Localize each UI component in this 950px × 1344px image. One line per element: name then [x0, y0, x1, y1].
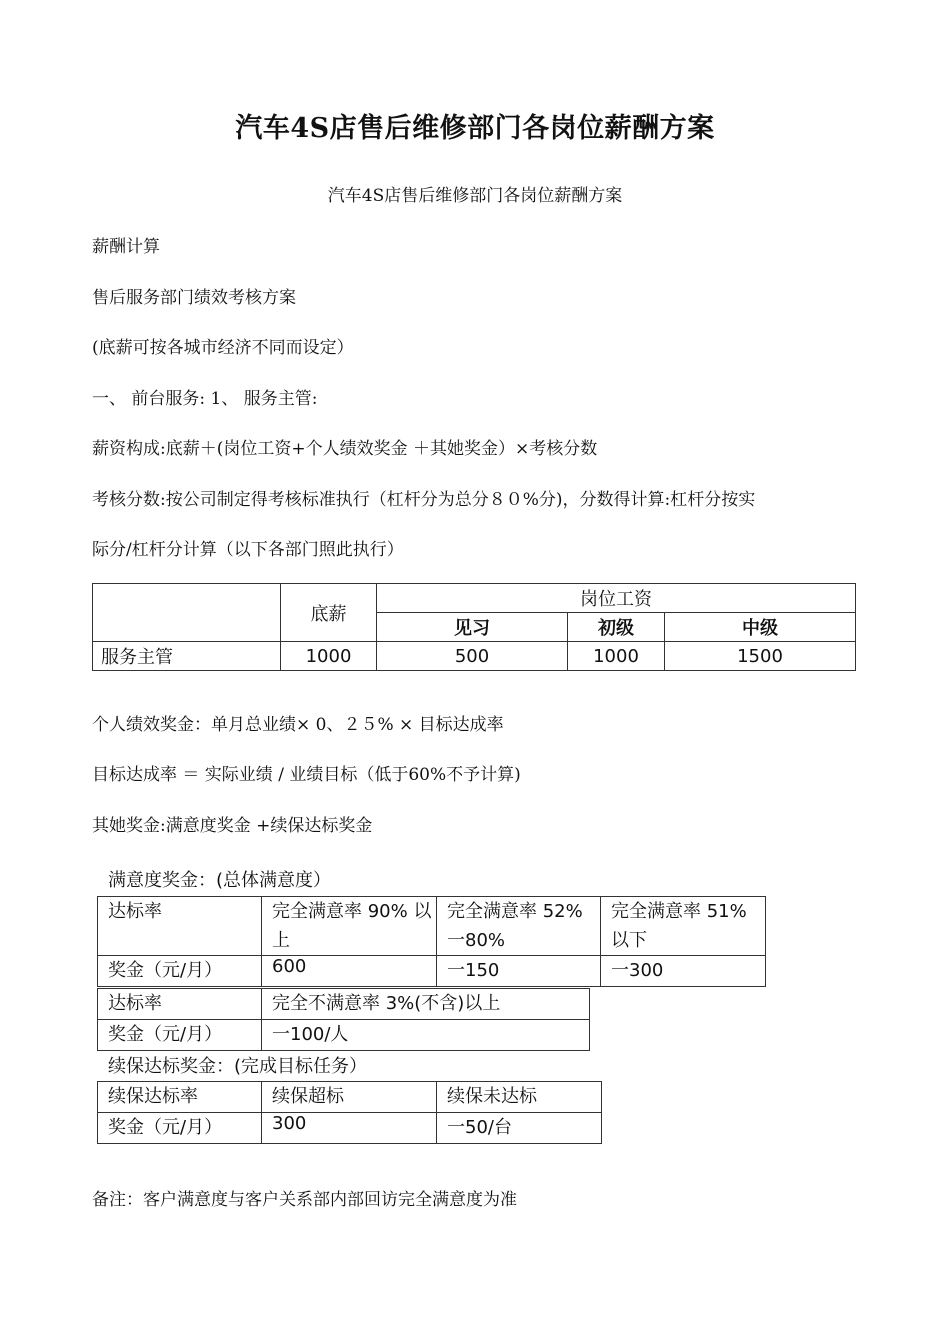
salary-table-header-trainee: 见习 [377, 613, 568, 642]
dissatisfaction-bonus-label: 奖金（元/月） [98, 1020, 262, 1051]
satisfaction-header-label: 达标率 [98, 897, 262, 956]
satisfaction-bonus-low: 一300 [601, 956, 766, 987]
paragraph-salary-structure: 薪资构成:底薪＋(岗位工资+个人绩效奖金 ＋其她奖金）×考核分数 [92, 439, 598, 459]
paragraph-other-bonus: 其她奖金:满意度奖金 +续保达标奖金 [92, 816, 373, 836]
renewal-caption: 续保达标奖金：(完成目标任务） [108, 1056, 368, 1077]
renewal-col-exceed: 续保超标 [262, 1082, 437, 1113]
dissatisfaction-bonus-value: 一100/人 [262, 1020, 590, 1051]
satisfaction-bonus-high: 600 [262, 956, 437, 987]
paragraph-personal-bonus: 个人绩效奖金：单月总业绩× 0、２５% × 目标达成率 [92, 715, 504, 735]
salary-table-corner [93, 584, 281, 642]
renewal-col-miss: 续保未达标 [437, 1082, 602, 1113]
salary-table-header-junior: 初级 [568, 613, 665, 642]
satisfaction-header-high: 完全满意率 90% 以上 [262, 897, 437, 956]
satisfaction-header-low: 完全满意率 51% 以下 [601, 897, 766, 956]
salary-table-cell-junior: 1000 [568, 642, 665, 671]
satisfaction-bonus-mid: 一150 [437, 956, 601, 987]
satisfaction-caption: 满意度奖金：(总体满意度） [108, 870, 332, 891]
paragraph-assessment-score: 考核分数:按公司制定得考核标准执行（杠杆分为总分８０%分)，分数得计算:杠杆分按实 [92, 490, 756, 510]
paragraph-section-heading: 一、 前台服务: 1、 服务主管: [92, 389, 318, 409]
dissatisfaction-value: 完全不满意率 3%(不含)以上 [262, 989, 590, 1020]
salary-table-cell-base: 1000 [281, 642, 377, 671]
satisfaction-table [97, 896, 766, 987]
salary-table-row-label: 服务主管 [93, 642, 281, 671]
paragraph-assessment-score-cont: 际分/杠杆分计算（以下各部门照此执行） [92, 540, 404, 560]
salary-table [92, 583, 856, 671]
salary-table-header-mid: 中级 [665, 613, 856, 642]
renewal-label: 续保达标率 [98, 1082, 262, 1113]
paragraph-salary-calc: 薪酬计算 [92, 237, 160, 257]
renewal-table [97, 1081, 602, 1144]
paragraph-achievement-rate: 目标达成率 ＝ 实际业绩 / 业绩目标（低于60%不予计算) [92, 765, 521, 785]
salary-table-header-position: 岗位工资 [377, 584, 856, 613]
dissatisfaction-label: 达标率 [98, 989, 262, 1020]
satisfaction-header-mid: 完全满意率 52% 一80% [437, 897, 601, 956]
renewal-bonus-miss: 一50/台 [437, 1113, 602, 1144]
document-subtitle: 汽车4S店售后维修部门各岗位薪酬方案 [327, 186, 623, 206]
salary-table-cell-trainee: 500 [377, 642, 568, 671]
document-title: 汽车4S店售后维修部门各岗位薪酬方案 [235, 113, 715, 144]
salary-table-header-base: 底薪 [281, 584, 377, 642]
satisfaction-bonus-label: 奖金（元/月） [98, 956, 262, 987]
renewal-bonus-label: 奖金（元/月） [98, 1113, 262, 1144]
paragraph-base-note: (底薪可按各城市经济不同而设定） [92, 338, 354, 358]
paragraph-remark: 备注：客户满意度与客户关系部内部回访完全满意度为准 [92, 1190, 517, 1210]
paragraph-plan-name: 售后服务部门绩效考核方案 [92, 288, 296, 308]
renewal-bonus-exceed: 300 [262, 1113, 437, 1144]
salary-table-cell-mid: 1500 [665, 642, 856, 671]
dissatisfaction-table [97, 988, 590, 1051]
